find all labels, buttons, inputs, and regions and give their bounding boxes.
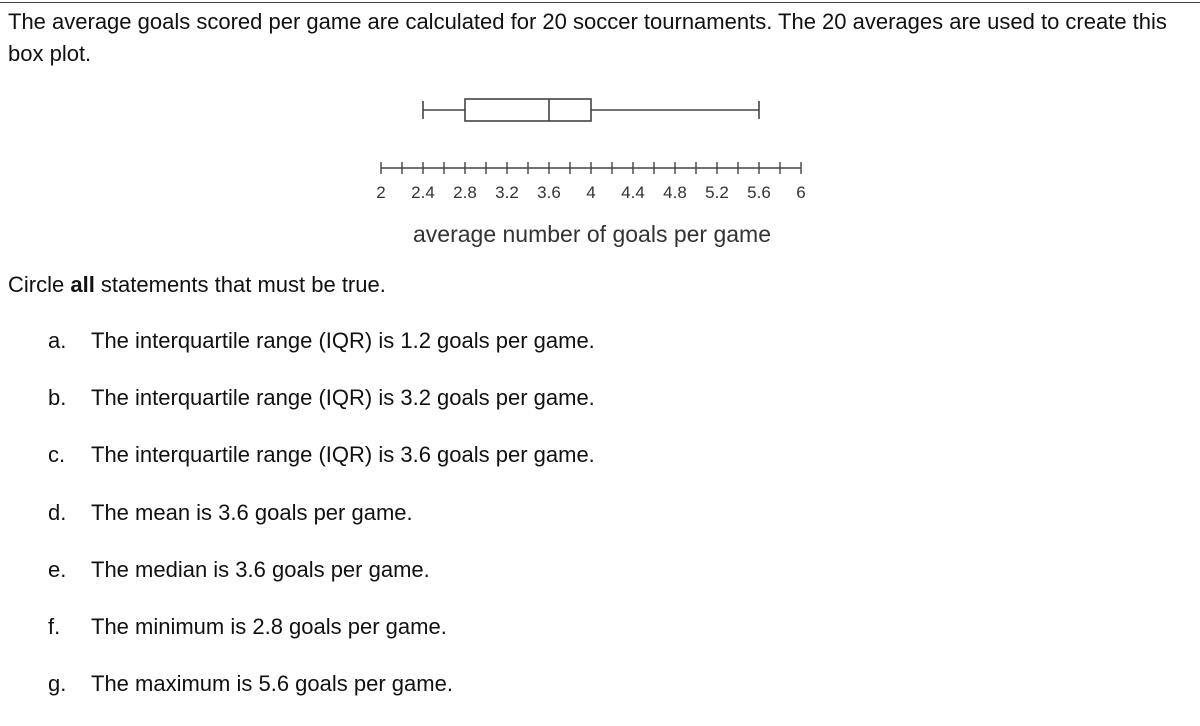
tick-label: 5.2: [705, 183, 729, 202]
tick-label: 5.6: [747, 183, 771, 202]
number-line: [376, 162, 805, 202]
option-letter: e.: [48, 556, 67, 582]
tick-label: 4.4: [621, 183, 645, 202]
tick-label: 4: [586, 183, 596, 202]
option-letter: f.: [48, 613, 61, 639]
prompt: [8, 270, 386, 300]
tick-label: 3.6: [537, 183, 561, 202]
prompt-suffix: statements that must be true.: [94, 272, 386, 297]
interquartile-box: [465, 99, 591, 121]
option-text: The interquartile range (IQR) is 1.2 goals per game.: [91, 328, 595, 353]
box-plot-svg: [360, 90, 840, 260]
tick-label: 3.2: [495, 183, 519, 202]
tick-label: 4.8: [663, 183, 687, 202]
box-plot-marks: [423, 99, 759, 121]
tick-label: 2: [376, 183, 386, 202]
option-letter: g.: [48, 671, 67, 697]
option-text: The minimum is 2.8 goals per game.: [91, 613, 447, 639]
option-letter: d.: [48, 499, 67, 525]
prompt-emphasis: all: [70, 272, 95, 297]
x-axis-title: average number of goals per game: [413, 221, 771, 247]
option-text: The maximum is 5.6 goals per game.: [91, 671, 453, 697]
option-text: The mean is 3.6 goals per game.: [91, 499, 413, 525]
box-plot-figure: [360, 90, 840, 265]
option-text: The median is 3.6 goals per game.: [91, 556, 430, 582]
prompt-prefix: Circle: [8, 272, 71, 297]
option-text: The interquartile range (IQR) is 3.2 goals per game.: [91, 385, 595, 411]
tick-label: 6: [796, 183, 806, 202]
option-letter: a.: [48, 328, 67, 353]
option-letter: c.: [48, 442, 66, 468]
option-text: The interquartile range (IQR) is 3.6 goals per game.: [91, 442, 595, 468]
option-letter: b.: [48, 385, 67, 411]
tick-label: 2.8: [453, 183, 477, 202]
tick-label: 2.4: [411, 183, 435, 202]
problem-intro: The average goals scored per game are calculated for 20 soccer tournaments. The 20 averages are used to create this box plot.: [8, 9, 1167, 66]
top-rule: [0, 2, 1200, 3]
